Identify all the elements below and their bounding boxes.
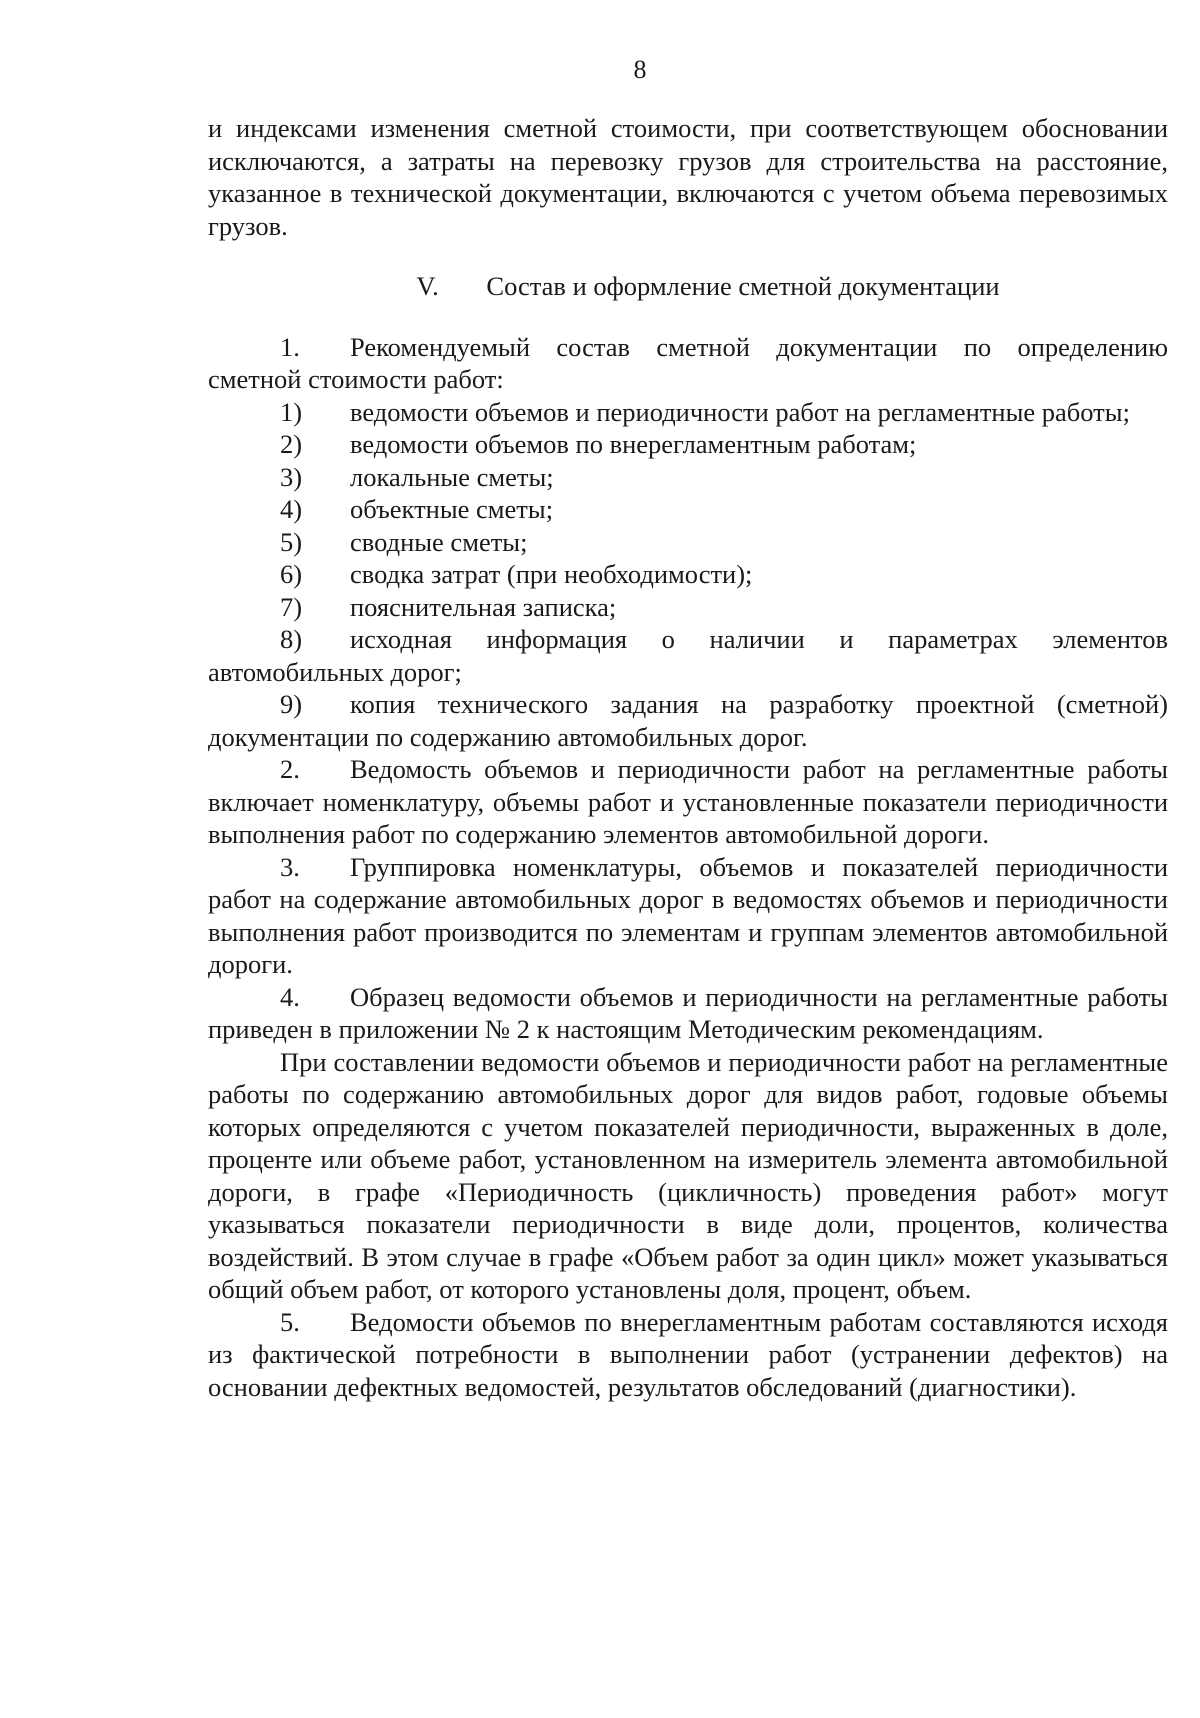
list-item-marker: 8): [280, 624, 303, 654]
paragraph-5-text: Ведомости объемов по внерегламентным работам составляются исходя из фактической потребности в выполнении работ (устранении дефектов) на основании дефектных ведомостей, результатов обследований (диагностики).: [208, 1306, 1168, 1402]
list-item-text: сводка затрат (при необходимости);: [350, 559, 753, 589]
list-item-text: копия технического задания на разработку проектной (сметной) документации по содержанию автомобильных дорог.: [208, 689, 1168, 752]
paragraph-2-text: Ведомость объемов и периодичности работ на регламентные работы включает номенклатуру, объемы работ и установленные показатели периодичности выполнения работ по содержанию элементов автомобильной дороги.: [208, 754, 1168, 849]
list-item-marker: 3): [280, 461, 303, 492]
list-item-text: пояснительная записка;: [350, 591, 617, 622]
list-item: [208, 428, 1168, 461]
list-item-marker: 5): [280, 526, 303, 557]
list-item-text: ведомости объемов и периодичности работ на регламентные работы;: [350, 396, 1130, 427]
paragraph-4-continuation: При составлении ведомости объемов и периодичности работ на регламентные работы по содержанию автомобильных дорог для видов работ, годовые объемы которых определяются с учетом показателей периодичности, выраженных в доле, проценте или объеме работ, установленном на измеритель элемента автомобильной дороги, в графе «Периодичность (цикличность) проведения работ» могут указываться показатели периодичности в виде доли, процентов, количества воздействий. В этом случае в графе «Объем работ за один цикл» может указываться общий объем работ, от которого установлены доля, процент, объем.: [208, 1046, 1168, 1304]
document-body: [208, 112, 1168, 1403]
paragraph-2-number: 2.: [280, 754, 300, 784]
paragraph-3-text: Группировка номенклатуры, объемов и показателей периодичности работ на содержание автомобильных дорог в ведомостях объемов и периодичности выполнения работ производится по элементам и группам элементов автомобильной дороги.: [208, 851, 1168, 979]
list-item-text: локальные сметы;: [350, 461, 554, 492]
list-item-marker: 4): [280, 494, 303, 524]
page-number: 8: [633, 55, 647, 84]
list-item-text: объектные сметы;: [350, 494, 554, 524]
paragraph-5: [208, 1306, 1168, 1404]
paragraph-2: [208, 753, 1168, 851]
list-item-marker: 1): [280, 396, 303, 427]
list-item: [208, 688, 1168, 753]
paragraph-3-number: 3.: [280, 851, 300, 882]
list-item: [208, 526, 1168, 559]
list-item: [208, 558, 1168, 591]
paragraph-4-text: Образец ведомости объемов и периодичности на регламентные работы приведен в приложении № 2 к настоящим Методическим рекомендациям.: [208, 981, 1168, 1044]
paragraph-1-number: 1.: [280, 331, 300, 362]
section-heading: [208, 270, 1168, 303]
list-item-text: сводные сметы;: [350, 526, 528, 557]
list-item: [208, 493, 1168, 526]
paragraph-4-number: 4.: [280, 981, 300, 1012]
paragraph-1: [208, 331, 1168, 396]
list-item-marker: 6): [280, 559, 303, 589]
paragraph-1-text: Рекомендуемый состав сметной документации по определению сметной стоимости работ:: [208, 331, 1168, 394]
list-item-text: исходная информация о наличии и параметрах элементов автомобильных дорог;: [208, 624, 1168, 687]
paragraph-3: [208, 851, 1168, 981]
list-item-marker: 2): [280, 429, 303, 459]
paragraph-5-number: 5.: [280, 1306, 300, 1337]
section-number: V.: [416, 271, 439, 301]
intro-paragraph: и индексами изменения сметной стоимости, при соответствующем обосновании исключаются, а затраты на перевозку грузов для строительства на расстояние, указанное в технической документации, включаются с учетом объема перевозимых грузов.: [208, 113, 1168, 241]
list-item-text: ведомости объемов по внерегламентным работам;: [350, 429, 917, 459]
paragraph-4: [208, 981, 1168, 1046]
list-item-marker: 9): [280, 689, 303, 719]
list-item: [208, 461, 1168, 494]
section-title: Состав и оформление сметной документации: [486, 271, 1000, 301]
list-item: [208, 396, 1168, 429]
list-item-marker: 7): [280, 591, 303, 622]
list-item: [208, 591, 1168, 624]
list-item: [208, 623, 1168, 688]
